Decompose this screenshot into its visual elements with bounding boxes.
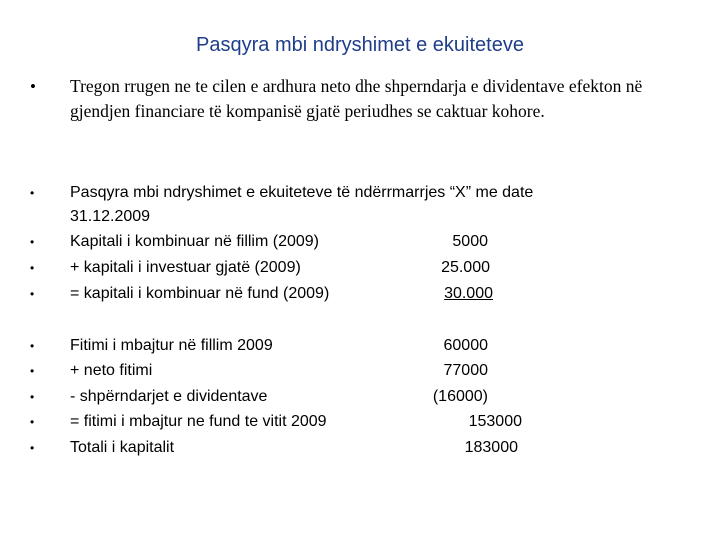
capital-row: [30, 282, 710, 306]
bullet-icon: •: [30, 339, 35, 353]
bullet-icon: •: [30, 364, 35, 378]
statement-heading: Pasqyra mbi ndryshimet e ekuiteteve të ndërrmarrjes “X” me date: [70, 184, 534, 201]
capital-row: [30, 230, 710, 254]
row-value: 153000: [468, 413, 522, 430]
row-value: 77000: [443, 362, 488, 379]
capital-row: [30, 256, 710, 280]
row-label: Totali i kapitalit: [70, 439, 175, 456]
slide-title: Pasqyra mbi ndryshimet e ekuiteteve: [196, 34, 524, 56]
row-label: + kapitali i investuar gjatë (2009): [70, 259, 301, 276]
row-value: (16000): [432, 388, 488, 405]
bullet-icon: •: [30, 235, 35, 249]
bullet-icon: •: [30, 415, 35, 429]
profit-row: [30, 436, 710, 460]
bullet-icon: •: [30, 261, 35, 275]
intro-paragraph: [30, 74, 700, 124]
row-value: 25.000: [441, 259, 490, 276]
profit-row: [30, 334, 710, 358]
statement-heading-line1: [30, 181, 710, 205]
statement-date: 31.12.2009: [70, 208, 151, 225]
row-label: Kapitali i kombinuar në fillim (2009): [70, 233, 319, 250]
row-value: 183000: [464, 439, 518, 456]
row-label: Fitimi i mbajtur në fillim 2009: [70, 337, 273, 354]
bullet-icon: •: [30, 287, 35, 301]
row-label: + neto fitimi: [70, 362, 153, 379]
row-label: - shpërndarjet e dividentave: [70, 388, 268, 405]
bullet-icon: •: [30, 186, 35, 200]
bullet-icon: •: [30, 77, 36, 96]
bullet-icon: •: [30, 441, 35, 455]
statement-heading-line2: [30, 205, 710, 229]
intro-text: Tregon rrugen ne te cilen e ardhura neto dhe shperndarja e dividentave efekton në gjendjen financiare të kompanisë gjatë periudhes se caktuar kohore.: [70, 76, 643, 121]
profit-row: [30, 385, 710, 409]
bullet-icon: •: [30, 390, 35, 404]
row-value: 5000: [452, 233, 488, 250]
row-value: 30.000: [444, 285, 493, 302]
row-value: 60000: [443, 337, 488, 354]
row-label: = fitimi i mbajtur ne fund te vitit 2009: [70, 413, 327, 430]
profit-row: [30, 359, 710, 383]
row-label: = kapitali i kombinuar në fund (2009): [70, 285, 330, 302]
profit-row: [30, 410, 710, 434]
